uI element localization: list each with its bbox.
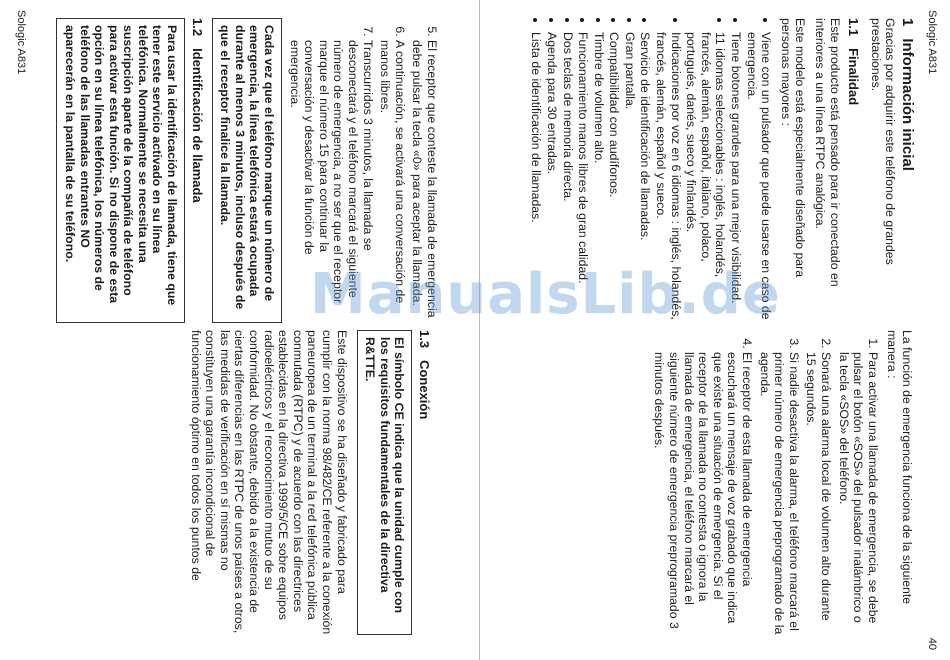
list-item: • 11 idiomas seleccionables : inglés, holandés, francés, alemán, español, italiano, polaco, portugués, danés, sueco y finlandés.	[684, 32, 728, 323]
step-item: 1. Para activar una llamada de emergencia, se debe pulsar el botón «SOS» del pulsador inalámbrico o la tecla «SOS» del teléfono.	[836, 352, 880, 635]
list-item: • Agenda para 30 entradas.	[544, 32, 559, 323]
step-item: 5. El receptor que conteste la llamada de emergencia debe pulsar la tecla «0» para aceptar la llamada.	[410, 40, 439, 323]
page-header	[922, 0, 938, 660]
list-item: • Funcionamiento manos libres de gran calidad.	[576, 32, 591, 323]
step-item: 4. El receptor de esta llamada de emergencia escuchará un mensaje de voz grabado que indica que existe una situación de emergencia. Si el receptor de la llamada no contesta o ignora la llamada de emergencia, el teléfono marcará el siguiente número de emergencia preprogramado 3 minutos después.	[652, 352, 754, 635]
step-item: 6. A continuación, se activará una conversación de manos libres.	[378, 40, 407, 323]
page-header	[11, 0, 27, 660]
page-number: 40	[926, 637, 938, 650]
header-title: Sologic A831	[926, 10, 938, 75]
list-item: • Lista de identificación de llamadas.	[529, 32, 544, 323]
ce-notice-box: El símbolo CE indica que la unidad cumple con los requisitos fundamentales de la directiva R&TTE.	[357, 330, 413, 635]
paragraph: Este producto está pensado para ir conectado en interiores a una línea RTPC analógica.	[813, 18, 842, 287]
page-divider	[479, 0, 480, 660]
column-4	[183, 330, 439, 635]
section-1-heading: 1Información inicial	[899, 18, 916, 171]
notice-box: Para usar la identificación de llamada, tiene que tener este servicio activado en su línea telefónica. Normalmente se necesita una suscripción aparte de la compañía de teléfono para activar esta función. Si no dispone de esta opción en su línea telefónica, los números de teléfono de las llamadas entrantes NO aparecerán en la pantalla de su teléfono.	[56, 18, 185, 323]
watermark-logo: ManualsLib.de	[310, 262, 781, 327]
notice-box: Cada vez que el teléfono marque un número de emergencia, la línea telefónica estará ocupada durante al menos 3 minutos, incluso después de que el receptor finalice la llamada.	[212, 18, 282, 323]
list-item: • Tiene botones grandes para una mejor visibilidad.	[728, 32, 743, 323]
paragraph: Este dispositivo se ha diseñado y fabricado para cumplir con la norma 98/482/CE referente a la conexión paneuropea de un terminal a la red telefónica pública conmutada (RTPC) y de acuerdo con las directrices establecidas en la directiva 1999/5/CE sobre equipos radioeléctricos y el reconocimiento mutuo de su conformidad. No obstante, debido a la existencia de ciertas diferencias en las RTPC de unos países a otros, las medidas de verificación en sí mismas no constituyen una garantía incondicional de funcionamiento óptimo en todos los puntos de	[188, 330, 349, 635]
list-item: • Compatibilidad con audífonos.	[607, 32, 622, 323]
emergency-steps	[652, 330, 880, 635]
list-item: • Indicaciones por voz en 6 idiomas : inglés, holandés, francés, alemán, español y sueco.	[654, 32, 683, 323]
list-item: • Gran pantalla.	[622, 32, 637, 323]
list-item: • Viene con un pulsador que puede usarse en caso de emergencia.	[744, 32, 773, 323]
intro-paragraph: Gracias por adquirir este teléfono de grandes prestaciones.	[868, 18, 898, 265]
page-40	[475, 0, 950, 660]
paragraph: La función de emergencia funciona de la siguiente manera :	[885, 330, 914, 605]
step-item: 7. Transcurridos 3 minutos, la llamada se desconectará y el teléfono marcará el siguiente número de emergencia, a no ser que el receptor marque el número 15 para continuar la conversación y desactivar la función de emergencia.	[287, 40, 375, 323]
paragraph: Este modelo está especialmente diseñado para personas mayores :	[778, 18, 808, 278]
list-item: • Dos teclas de memoria directa.	[560, 32, 575, 323]
column-2	[647, 330, 914, 635]
section-1-2-heading: 1.2Identificación de llamada	[189, 18, 205, 203]
list-item: • Timbre de volumen alto.	[591, 32, 606, 323]
list-item: • Servicio de identificación de llamadas.	[638, 32, 653, 323]
section-1-1-heading: 1.1Finalidad	[846, 18, 862, 106]
section-1-3-heading: 1.3Conexión	[417, 330, 432, 420]
header-title: Sologic A831	[15, 10, 27, 75]
step-item: 3. Si nadie desactiva la alarma, el teléfono marcará el primer número de emergencia preprogramado de la agenda.	[757, 352, 801, 635]
step-item: 2. Sonará una alarma local de volumen alto durante 15 segundos.	[804, 352, 833, 635]
